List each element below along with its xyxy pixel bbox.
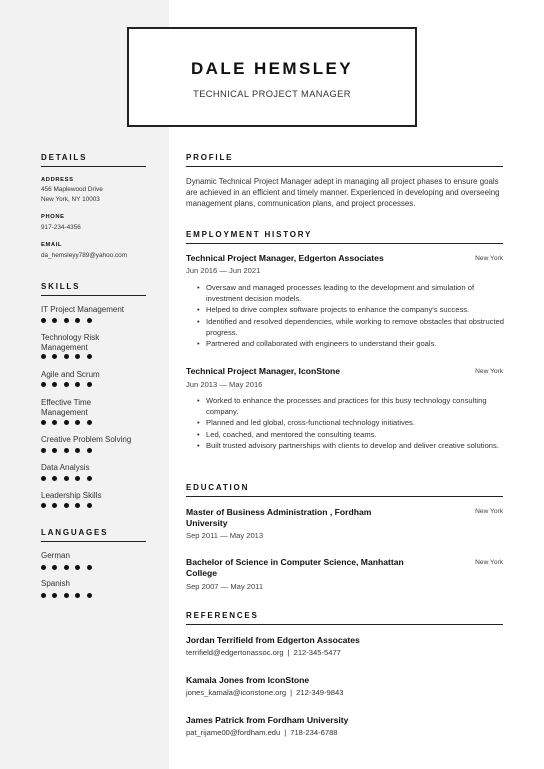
level-dot xyxy=(87,318,92,323)
skill-name: IT Project Management xyxy=(41,305,125,314)
degree-title: Bachelor of Science in Computer Science, Manhattan College xyxy=(186,557,404,578)
language-level-dots xyxy=(41,565,92,571)
skill-name: Data Analysis xyxy=(41,463,90,472)
level-dot xyxy=(75,448,80,453)
reference-email[interactable]: jones_kamala@iconstone.org xyxy=(186,688,287,697)
education-dates: Sep 2011 — May 2013 xyxy=(186,531,264,540)
job-bullet: • Helped to drive complex software projects to enhance the company's success. xyxy=(197,304,507,315)
level-dot xyxy=(87,476,92,481)
job-bullet-list xyxy=(197,395,507,451)
reference-contact: pat_rijame00@fordham.edu | 718-234-6788 xyxy=(186,728,338,737)
job-bullet-list xyxy=(197,282,507,349)
reference-email[interactable]: terrifield@edgertonassoc.org xyxy=(186,648,284,657)
level-dot xyxy=(41,354,46,359)
level-dot xyxy=(64,593,69,598)
level-dot xyxy=(52,476,57,481)
person-name: DALE HEMSLEY xyxy=(191,59,353,78)
job-bullet: • Worked to enhance the processes and practices for this busy technology consulting company. xyxy=(197,395,507,417)
reference-name: James Patrick from Fordham University xyxy=(186,715,349,725)
skill-name: Technology Risk Management xyxy=(41,333,100,352)
skill-level-dots xyxy=(41,382,92,388)
level-dot xyxy=(64,476,69,481)
name-header-box xyxy=(127,27,417,127)
address-label: ADDRESS xyxy=(41,177,74,183)
job-bullet: • Oversaw and managed processes leading to the development and simulation of investment decision models. xyxy=(197,282,507,304)
skills-heading: SKILLS xyxy=(41,282,146,296)
level-dot xyxy=(41,382,46,387)
job-bullet: • Led, coached, and mentored the consulting teams. xyxy=(197,429,507,440)
address-line-1: 456 Maplewood Drive xyxy=(41,186,103,193)
reference-phone: 718-234-6788 xyxy=(290,728,338,737)
level-dot xyxy=(41,593,46,598)
level-dot xyxy=(64,448,69,453)
skill-name: Effective Time Management xyxy=(41,398,92,417)
reference-contact: terrifield@edgertonassoc.org | 212-345-5477 xyxy=(186,648,341,657)
level-dot xyxy=(52,503,57,508)
skill-name: Agile and Scrum xyxy=(41,370,100,379)
education-location: New York xyxy=(475,508,503,515)
languages-heading: LANGUAGES xyxy=(41,528,146,542)
reference-email[interactable]: pat_rijame00@fordham.edu xyxy=(186,728,281,737)
skill-name: Creative Problem Solving xyxy=(41,435,132,444)
job-bullet: • Partnered and collaborated with engineers to understand their goals. xyxy=(197,338,507,349)
level-dot xyxy=(87,503,92,508)
level-dot xyxy=(41,420,46,425)
language-name: Spanish xyxy=(41,579,70,588)
level-dot xyxy=(52,420,57,425)
level-dot xyxy=(41,503,46,508)
level-dot xyxy=(87,420,92,425)
details-heading: DETAILS xyxy=(41,153,146,167)
job-title: Technical Project Manager, IconStone xyxy=(186,366,341,376)
job-bullet: • Identified and resolved dependencies, while working to remove obstacles that obstructed progress. xyxy=(197,316,507,338)
level-dot xyxy=(87,354,92,359)
level-dot xyxy=(41,448,46,453)
level-dot xyxy=(64,565,69,570)
email-label: EMAIL xyxy=(41,242,63,248)
level-dot xyxy=(75,420,80,425)
level-dot xyxy=(75,565,80,570)
reference-name: Jordan Terrifield from Edgerton Assocates xyxy=(186,635,360,645)
skill-level-dots xyxy=(41,318,92,324)
skill-level-dots xyxy=(41,476,92,482)
job-bullet: • Planned and led global, cross-functional technology initiatives. xyxy=(197,417,507,428)
degree-title: Master of Business Administration , Fordham University xyxy=(186,507,372,528)
level-dot xyxy=(52,448,57,453)
skill-level-dots xyxy=(41,354,92,360)
level-dot xyxy=(52,354,57,359)
level-dot xyxy=(64,354,69,359)
language-name: German xyxy=(41,551,70,560)
employment-heading: EMPLOYMENT HISTORY xyxy=(186,230,503,244)
skill-level-dots xyxy=(41,448,92,454)
education-location: New York xyxy=(475,559,503,566)
education-heading: EDUCATION xyxy=(186,483,503,497)
job-dates: Jun 2016 — Jun 2021 xyxy=(186,266,261,275)
phone-label: PHONE xyxy=(41,214,65,220)
level-dot xyxy=(75,354,80,359)
level-dot xyxy=(64,318,69,323)
education-dates: Sep 2007 — May 2011 xyxy=(186,582,264,591)
job-bullet: • Built trusted advisory partnerships with clients to develop and deliver creative solutions. xyxy=(197,440,507,451)
skill-name: Leadership Skills xyxy=(41,491,102,500)
level-dot xyxy=(64,420,69,425)
level-dot xyxy=(64,503,69,508)
email-value: da_hemsleyy789@yahoo.com xyxy=(41,252,128,259)
level-dot xyxy=(52,593,57,598)
level-dot xyxy=(41,318,46,323)
phone-value: 917-234-4356 xyxy=(41,224,81,231)
profile-text: Dynamic Technical Project Manager adept in managing all project phases to ensure goals are achieved in an efficient and timely manner. Experienced in developing and overseeing management plans, communication plans, and project processes. xyxy=(186,177,500,209)
level-dot xyxy=(52,382,57,387)
level-dot xyxy=(64,382,69,387)
language-level-dots xyxy=(41,593,92,599)
level-dot xyxy=(75,382,80,387)
references-heading: REFERENCES xyxy=(186,611,503,625)
level-dot xyxy=(41,565,46,570)
level-dot xyxy=(75,476,80,481)
level-dot xyxy=(52,565,57,570)
level-dot xyxy=(87,382,92,387)
level-dot xyxy=(75,593,80,598)
level-dot xyxy=(75,503,80,508)
job-dates: Jun 2013 — May 2016 xyxy=(186,380,263,389)
address-line-2: New York, NY 10003 xyxy=(41,196,100,203)
job-title: Technical Project Manager, Edgerton Associates xyxy=(186,253,384,263)
skill-level-dots xyxy=(41,503,92,509)
skill-level-dots xyxy=(41,420,92,426)
reference-name: Kamala Jones from IconStone xyxy=(186,675,310,685)
job-location: New York xyxy=(475,255,503,262)
profile-heading: PROFILE xyxy=(186,153,503,167)
level-dot xyxy=(41,476,46,481)
job-location: New York xyxy=(475,368,503,375)
level-dot xyxy=(87,565,92,570)
reference-contact: jones_kamala@iconstone.org | 212-349-9843 xyxy=(186,688,344,697)
reference-phone: 212-349-9843 xyxy=(296,688,344,697)
job-title-header: TECHNICAL PROJECT MANAGER xyxy=(193,89,351,99)
level-dot xyxy=(87,593,92,598)
level-dot xyxy=(87,448,92,453)
level-dot xyxy=(52,318,57,323)
reference-phone: 212-345-5477 xyxy=(293,648,341,657)
level-dot xyxy=(75,318,80,323)
